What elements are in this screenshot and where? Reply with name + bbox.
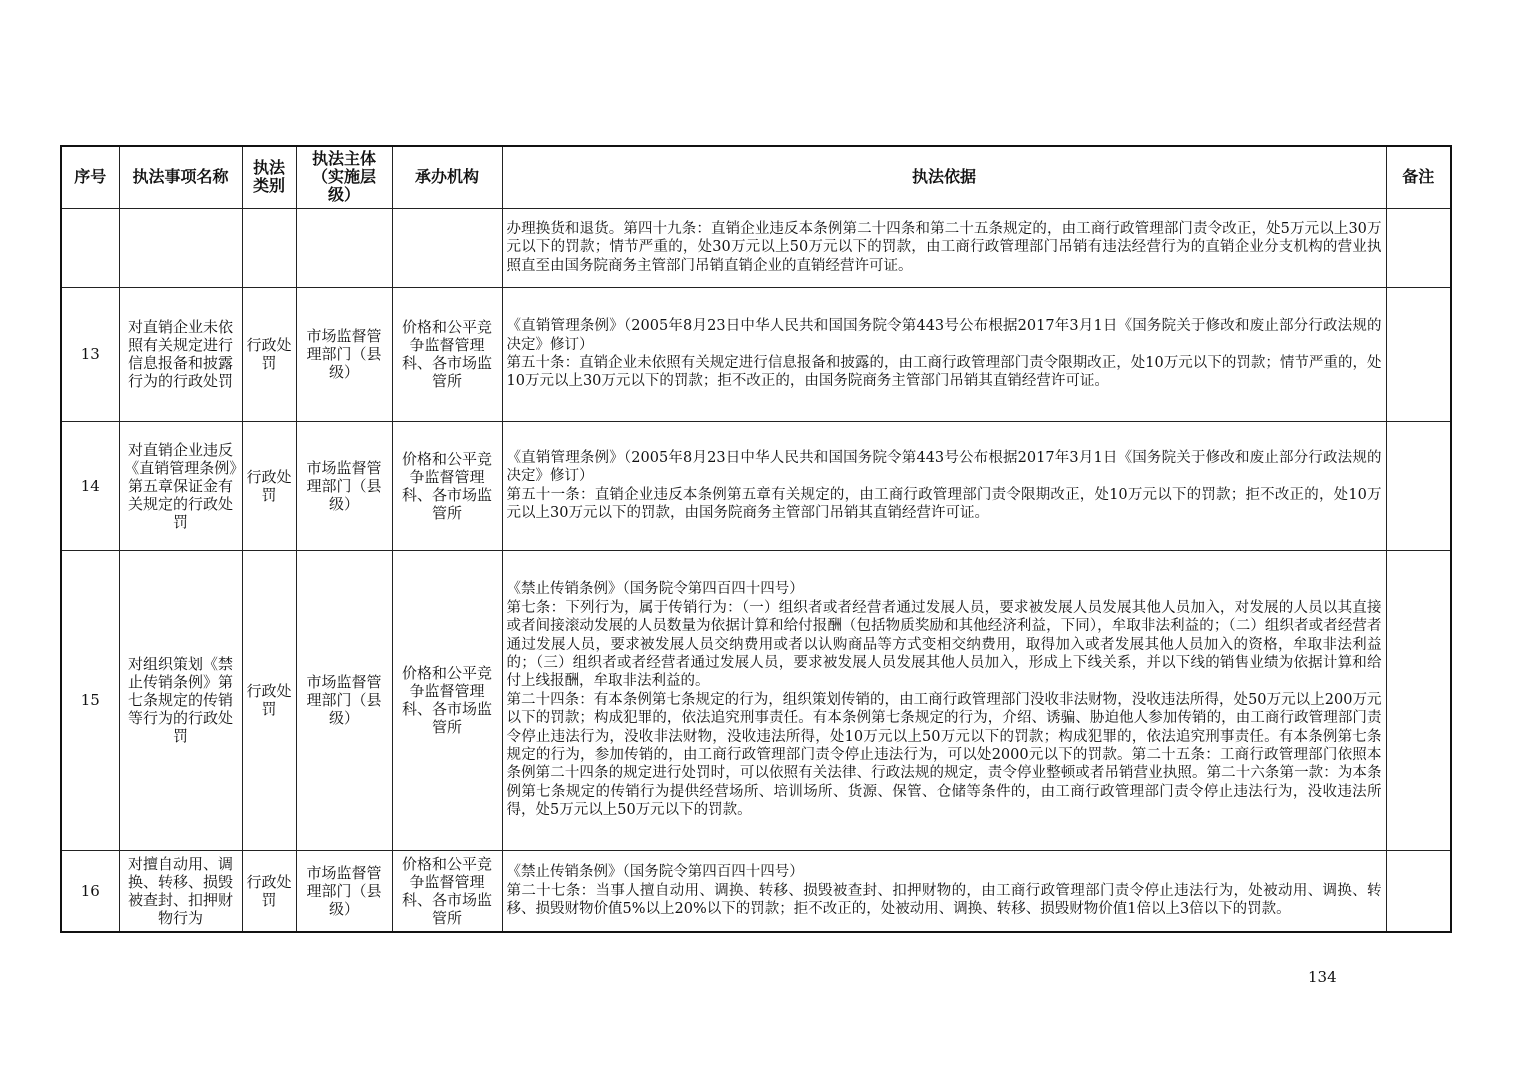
page-number: 134 — [1308, 968, 1337, 986]
header-subject: 执法主体（实施层级） — [296, 146, 392, 208]
basis-paragraph: 《禁止传销条例》（国务院令第四百四十四号） — [506, 581, 804, 598]
cell-item-name: 对直销企业违反《直销管理条例》第五章保证金有关规定的行政处罚 — [119, 421, 242, 550]
cell-category: 行政处罚 — [242, 550, 296, 850]
cell-subject: 市场监督管理部门（县级） — [296, 550, 392, 850]
basis-paragraph: 第五十一条：直销企业违反本条例第五章有关规定的，由工商行政管理部门责令限期改正，处10万元以下的罚款；拒不改正的，处10万元以上30万元以下的罚款，由国务院商务主管部门吊销其直销经营许可证。 — [506, 486, 1382, 521]
table-header-row — [61, 146, 1451, 208]
basis-paragraph: 《直销管理条例》（2005年8月23日中华人民共和国国务院令第443号公布根据2017年3月1日《国务院关于修改和废止部分行政法规的决定》修订） — [506, 449, 1382, 485]
cell-category: 行政处罚 — [242, 421, 296, 550]
cell-remark — [1386, 850, 1451, 932]
basis-paragraph: 第二十四条：有本条例第七条规定的行为，组织策划传销的，由工商行政管理部门没收非法财物，没收违法所得，处50万元以上200万元以下的罚款；构成犯罪的，依法追究刑事责任。有本条例第七条规定的行为，介绍、诱骗、胁迫他人参加传销的，由工商行政管理部门责令停止违法行为，没收非法财物，没收违法所得，处10万元以上50万元以下的罚款；构成犯罪的，依法追究刑事责任。有本条例第七条规定的行为，参加传销的，由工商行政管理部门责令停止违法行为，可以处2000元以下的罚款。第二十五条：工商行政管理部门依照本条例第二十四条的规定进行处罚时，可以依照有关法律、行政法规的规定，责令停业整顿或者吊销营业执照。第二十六条第一款：为本条例第七条规定的传销行为提供经营场所、培训场所、货源、保管、仓储等条件的，由工商行政管理部门责令停止违法行为，没收违法所得，处5万元以上50万元以下的罚款。 — [506, 691, 1382, 819]
cell-remark — [1386, 287, 1451, 421]
cell-category: 行政处罚 — [242, 850, 296, 932]
enforcement-table — [60, 145, 1452, 933]
basis-paragraph: 《直销管理条例》（2005年8月23日中华人民共和国国务院令第443号公布根据2017年3月1日《国务院关于修改和废止部分行政法规的决定》修订） — [506, 318, 1382, 353]
header-agency: 承办机构 — [392, 146, 502, 208]
cell-seq: 16 — [61, 850, 119, 932]
cell-item-name: 对擅自动用、调换、转移、损毁被查封、扣押财物行为 — [119, 850, 242, 932]
cell-category: 行政处罚 — [242, 287, 296, 421]
cell-item-name: 对组织策划《禁止传销条例》第七条规定的传销等行为的行政处罚 — [119, 550, 242, 850]
table-row — [61, 287, 1451, 421]
cell-item-name — [119, 208, 242, 287]
cell-agency: 价格和公平竞争监督管理科、各市场监管所 — [392, 850, 502, 932]
table-row — [61, 850, 1451, 932]
cell-basis — [502, 287, 1386, 421]
cell-remark — [1386, 208, 1451, 287]
cell-basis — [502, 421, 1386, 550]
cell-agency: 价格和公平竞争监督管理科、各市场监管所 — [392, 287, 502, 421]
cell-subject — [296, 208, 392, 287]
cell-basis — [502, 208, 1386, 287]
cell-seq: 13 — [61, 287, 119, 421]
basis-paragraph: 《禁止传销条例》（国务院令第四百四十四号） — [506, 864, 804, 881]
cell-category — [242, 208, 296, 287]
cell-basis — [502, 550, 1386, 850]
header-remark: 备注 — [1386, 146, 1451, 208]
header-basis: 执法依据 — [502, 146, 1386, 208]
cell-remark — [1386, 550, 1451, 850]
cell-remark — [1386, 421, 1451, 550]
cell-seq: 14 — [61, 421, 119, 550]
header-category: 执法类别 — [242, 146, 296, 208]
cell-subject: 市场监督管理部门（县级） — [296, 850, 392, 932]
header-item-name: 执法事项名称 — [119, 146, 242, 208]
cell-item-name: 对直销企业未依照有关规定进行信息报备和披露行为的行政处罚 — [119, 287, 242, 421]
cell-agency: 价格和公平竞争监督管理科、各市场监管所 — [392, 550, 502, 850]
cell-basis — [502, 850, 1386, 932]
cell-subject: 市场监督管理部门（县级） — [296, 287, 392, 421]
cell-seq: 15 — [61, 550, 119, 850]
basis-paragraph: 第二十七条：当事人擅自动用、调换、转移、损毁被查封、扣押财物的，由工商行政管理部门责令停止违法行为，处被动用、调换、转移、损毁财物价值5%以上20%以下的罚款；拒不改正的，处被动用、调换、转移、损毁财物价值1倍以上3倍以下的罚款。 — [506, 882, 1382, 917]
cell-subject: 市场监督管理部门（县级） — [296, 421, 392, 550]
table-row — [61, 421, 1451, 550]
cell-seq — [61, 208, 119, 287]
table-row — [61, 208, 1451, 287]
table-row — [61, 550, 1451, 850]
cell-agency: 价格和公平竞争监督管理科、各市场监管所 — [392, 421, 502, 550]
basis-paragraph: 第五十条：直销企业未依照有关规定进行信息报备和披露的，由工商行政管理部门责令限期改正，处10万元以下的罚款；情节严重的，处10万元以上30万元以下的罚款；拒不改正的，由国务院商务主管部门吊销其直销经营许可证。 — [506, 355, 1382, 390]
basis-paragraph: 第七条：下列行为，属于传销行为：（一）组织者或者经营者通过发展人员，要求被发展人员发展其他人员加入，对发展的人员以其直接或者间接滚动发展的人员数量为依据计算和给付报酬（包括物质奖励和其他经济利益，下同），牟取非法利益的；（二）组织者或者经营者通过发展人员，要求被发展人员交纳费用或者以认购商品等方式变相交纳费用，取得加入或者发展其他人员加入的资格，牟取非法利益的；（三）组织者或者经营者通过发展人员，要求被发展人员发展其他人员加入，形成上下线关系，并以下线的销售业绩为依据计算和给付上线报酬，牟取非法利益的。 — [506, 599, 1382, 690]
header-seq: 序号 — [61, 146, 119, 208]
cell-agency — [392, 208, 502, 287]
basis-paragraph: 办理换货和退货。第四十九条：直销企业违反本条例第二十四条和第二十五条规定的，由工商行政管理部门责令改正，处5万元以上30万元以下的罚款；情节严重的，处30万元以上50万元以下的罚款，由工商行政管理部门吊销有违法经营行为的直销企业分支机构的营业执照直至由国务院商务主管部门吊销直销企业的直销经营许可证。 — [506, 220, 1382, 274]
